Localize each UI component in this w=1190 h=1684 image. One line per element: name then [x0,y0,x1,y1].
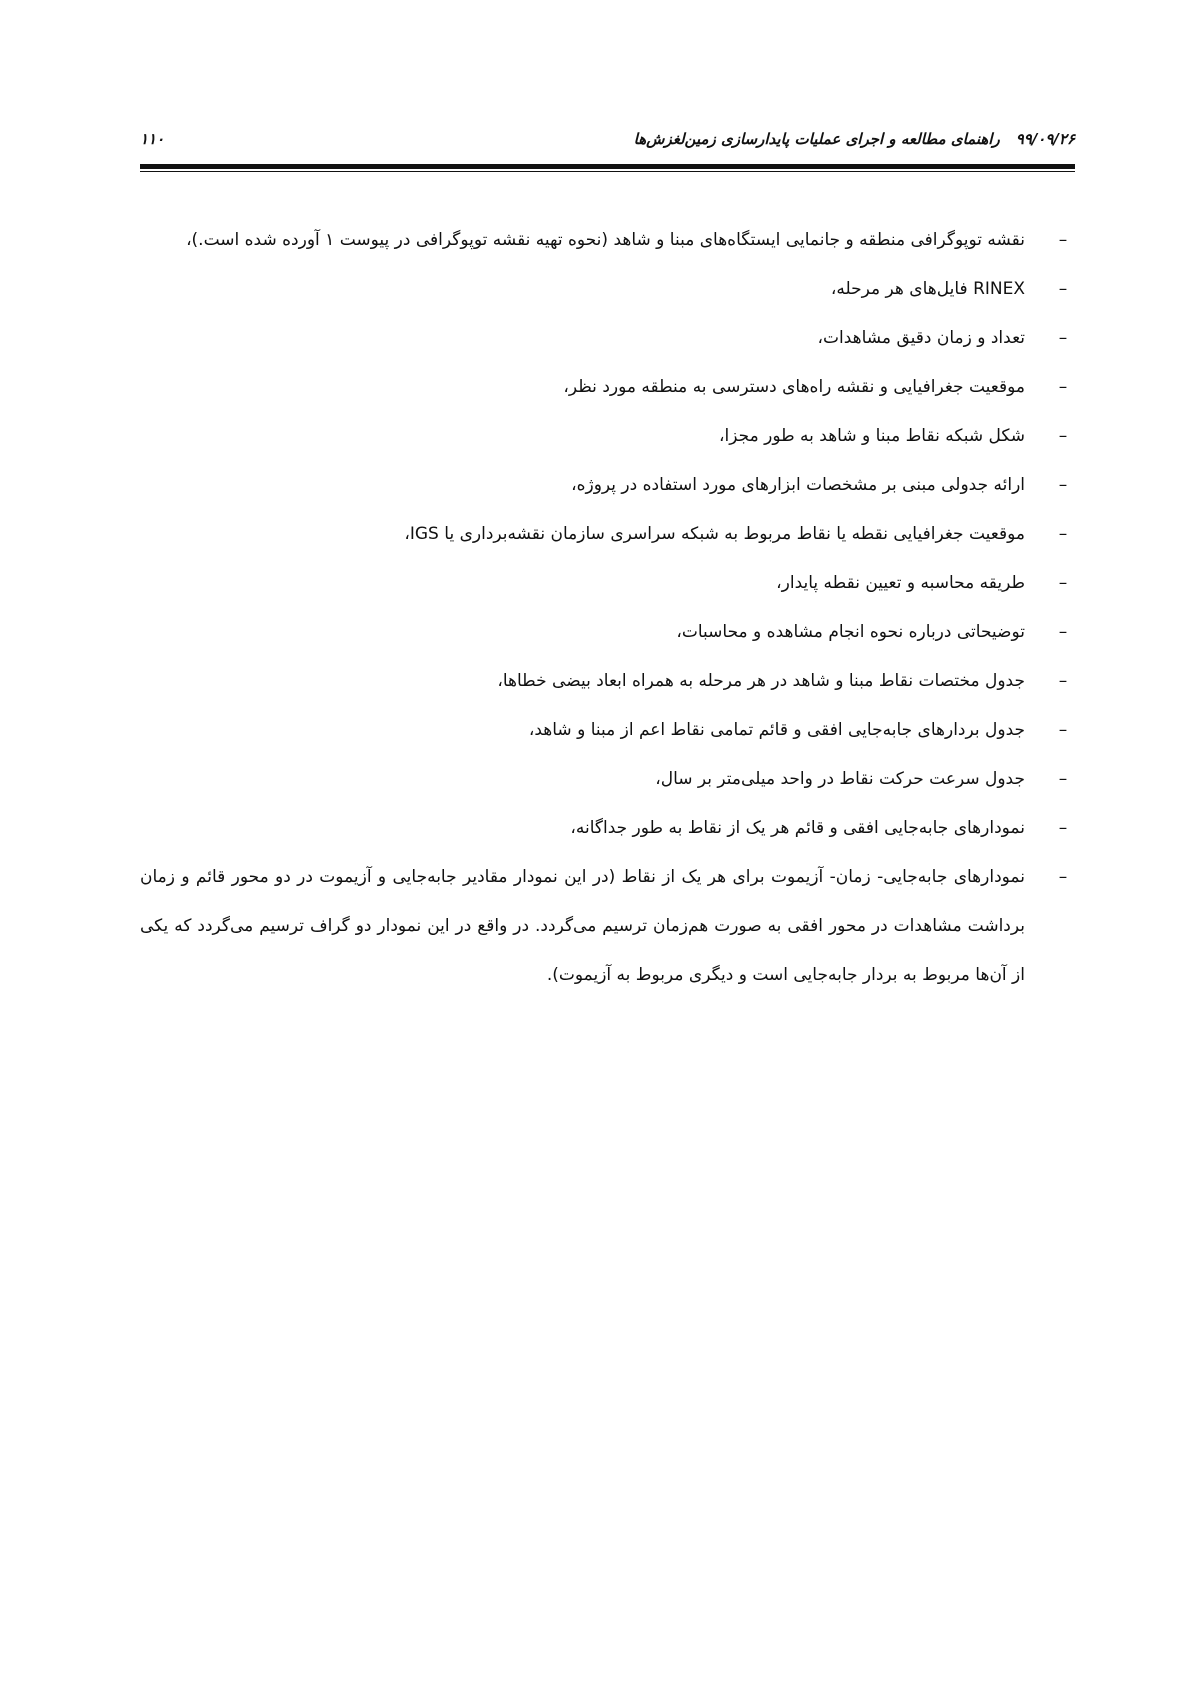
dash-bullet: – [1058,769,1068,789]
list-item [140,314,1075,363]
dash-bullet: – [1058,475,1068,495]
list-item [140,412,1075,461]
requirements-list [140,216,1075,1000]
list-item-text: شکل شبکه نقاط مبنا و شاهد به طور مجزا، [719,426,1025,446]
dash-bullet: – [1058,622,1068,642]
page-content [140,216,1075,1000]
list-item [140,216,1075,265]
list-item-text: ارائه جدولی مبنی بر مشخصات ابزارهای مورد استفاده در پروژه، [571,475,1025,495]
list-item [140,265,1075,314]
list-item-text: جدول مختصات نقاط مبنا و شاهد در هر مرحله به همراه ابعاد بیضی خطاها، [497,671,1025,691]
list-item [140,510,1075,559]
dash-bullet: – [1058,867,1068,887]
dash-bullet: – [1058,720,1068,740]
dash-bullet: – [1058,377,1068,397]
dash-bullet: – [1058,671,1068,691]
list-item-text: نمودارهای جابه‌جایی- زمان- آزیموت برای هر یک از نقاط (در این نمودار مقادیر جابه‌جایی و آزیموت در دو محور قائم و زمان برداشت مشاهدات در محور افقی به صورت هم‌زمان ترسیم می‌گردد. در واقع در این نمودار دو گراف ترسیم می‌گردد که یکی از آن‌ها مربوط به بردار جابه‌جایی است و دیگری مربوط به آزیموت). [140,867,1025,985]
list-item [140,461,1075,510]
dash-bullet: – [1058,328,1068,348]
list-item-text: توضیحاتی درباره نحوه انجام مشاهده و محاسبات، [676,622,1025,642]
header-rule-thick [140,164,1075,169]
list-item-text: نقشه توپوگرافی منطقه و جانمایی ایستگاه‌های مبنا و شاهد (نحوه تهیه نقشه توپوگرافی در پیوست ۱ آورده شده است.)، [186,230,1025,250]
dash-bullet: – [1058,818,1068,838]
dash-bullet: – [1058,426,1068,446]
list-item [140,755,1075,804]
list-item [140,706,1075,755]
list-item-text: طریقه محاسبه و تعیین نقطه پایدار، [776,573,1025,593]
list-item [140,363,1075,412]
header-title-text: راهنمای مطالعه و اجرای عملیات پایدارسازی زمین‌لغزش‌ها [633,130,1000,148]
list-item-text: جدول بردارهای جابه‌جایی افقی و قائم تمامی نقاط اعم از مبنا و شاهد، [528,720,1025,740]
page-number: ۱۱۰ [140,130,165,148]
list-item [140,608,1075,657]
dash-bullet: – [1058,524,1068,544]
dash-bullet: – [1058,279,1068,299]
page-header [140,126,1075,162]
list-item [140,657,1075,706]
list-item-text: موقعیت جغرافیایی و نقشه راه‌های دسترسی به منطقه مورد نظر، [563,377,1025,397]
list-item [140,853,1075,1000]
dash-bullet: – [1058,230,1068,250]
dash-bullet: – [1058,573,1068,593]
header-rule-thin [140,171,1075,172]
list-item-text: موقعیت جغرافیایی نقطه یا نقاط مربوط به شبکه سراسری سازمان نقشه‌برداری یا IGS، [404,524,1025,544]
list-item-text: تعداد و زمان دقیق مشاهدات، [817,328,1025,348]
header-date: ۹۹/۰۹/۲۶ [1015,130,1075,148]
list-item-text: نمودارهای جابه‌جایی افقی و قائم هر یک از نقاط به طور جداگانه، [570,818,1025,838]
running-title [634,130,1075,148]
list-item [140,559,1075,608]
list-item-text: RINEX فایل‌های هر مرحله، [830,279,1025,299]
list-item-text: جدول سرعت حرکت نقاط در واحد میلی‌متر بر سال، [655,769,1025,789]
list-item [140,804,1075,853]
